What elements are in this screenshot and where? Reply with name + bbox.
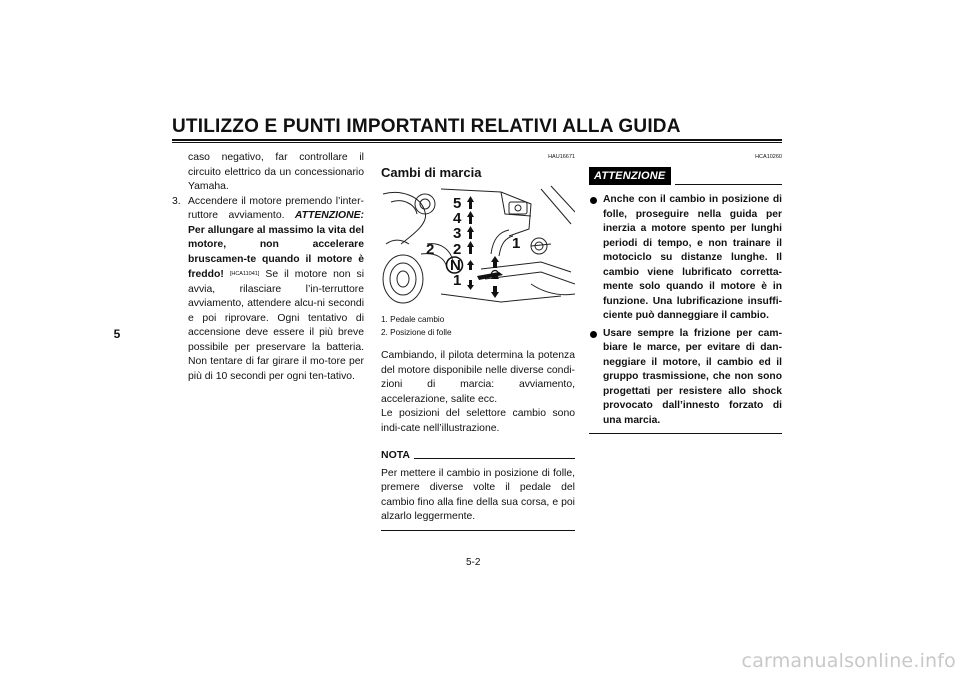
attenzione-label: ATTENZIONE bbox=[589, 167, 671, 186]
watermark[interactable]: carmanualsonline.info bbox=[741, 650, 956, 672]
nota-rule bbox=[414, 458, 575, 459]
title-rule-thin bbox=[172, 142, 782, 143]
attenzione-end-rule bbox=[589, 433, 782, 434]
step-rest-text: Se il motore non si avvia, rilasciare l’in-terruttore avviamento, attendere alcu-ni secondi e poi riprovare. Ogni tentativo di accensione deve essere il più breve possibile per preservare la batteria. Non tentare di far girare il mo-tore per più di 10 secondi per ogni ten-tativo. bbox=[188, 269, 365, 382]
page-number: 5-2 bbox=[466, 557, 481, 568]
step-number: 3. bbox=[172, 195, 181, 207]
bullet-icon bbox=[590, 197, 597, 204]
nota-end-rule bbox=[381, 530, 575, 531]
column-2 bbox=[381, 150, 575, 531]
caption-2: 2. Posizione di folle bbox=[381, 328, 452, 337]
figure-callout-1: 1 bbox=[512, 235, 521, 252]
step-text: Accendere il motore premendo l’inter-ruttore avviamento. bbox=[188, 195, 364, 221]
column-3 bbox=[589, 150, 782, 434]
figure-captions bbox=[381, 313, 575, 339]
figure-label-2: 2 bbox=[453, 241, 462, 258]
paragraph-2: Le posizioni del selettore cambio sono indi-cate nell’illustrazione. bbox=[381, 408, 575, 434]
list-item bbox=[589, 327, 782, 429]
reference-code: HCA10260 bbox=[755, 154, 782, 160]
attenzione-heading bbox=[589, 167, 782, 186]
gear-shift-figure bbox=[381, 184, 575, 309]
column-1 bbox=[172, 151, 364, 384]
attenzione-code: [HCA11041] bbox=[229, 271, 260, 277]
attenzione-inline-text: Per allungare al massimo la vita del motore, non accelerare bruscamen-te quando il motore è freddo! bbox=[188, 224, 364, 280]
list-item-text: Usare sempre la frizione per cam-biare le marce, per evitare di dan-neggiare il motore, il cambio ed il gruppo trasmissione, che non sono progettati per resistere allo shock provocato dall’innesto forzato di una marcia. bbox=[603, 327, 782, 426]
caption-1: 1. Pedale cambio bbox=[381, 315, 445, 324]
title-rule bbox=[172, 139, 782, 141]
attenzione-list bbox=[589, 193, 782, 428]
paragraph-1: Cambiando, il pilota determina la potenza del motore disponibile nelle diverse condi-zioni di marcia: avviamento, accelerazione, salite ecc. bbox=[381, 350, 575, 405]
section-title: Cambi di marcia bbox=[381, 164, 482, 180]
figure-label-4: 4 bbox=[453, 210, 462, 227]
bullet-icon bbox=[590, 331, 597, 338]
nota-text: Per mettere il cambio in posizione di folle, premere diverse volte il pedale del cambio fino alla fine della sua corsa, e poi alzarlo leggermente. bbox=[381, 467, 575, 522]
figure-label-5: 5 bbox=[453, 195, 462, 212]
reference-code: HAU16671 bbox=[548, 154, 575, 160]
figure-label-n: N bbox=[450, 257, 461, 274]
step-3 bbox=[172, 195, 364, 385]
attenzione-inline-label: ATTENZIONE: bbox=[294, 210, 364, 221]
gear-shift-illustration bbox=[381, 184, 575, 309]
list-item-text: Anche con il cambio in posizione di folle, proseguire nella guida per inerzia a motore spento per lunghi periodi di tempo, e non trainare il motociclo su distanze lunghe. Il cambio viene lubrificato corretta-mente solo quando il motore è in funzione. Una lubrificazione insuffi-ciente può danneggiare il cambio. bbox=[603, 194, 782, 321]
attenzione-rule bbox=[675, 184, 782, 185]
figure-label-1: 1 bbox=[453, 272, 462, 289]
figure-callout-2: 2 bbox=[426, 241, 435, 258]
list-item bbox=[589, 193, 782, 324]
continuation-text: caso negativo, far controllare il circuito elettrico da un concessionario Yamaha. bbox=[188, 152, 364, 192]
chapter-tab: 5 bbox=[113, 327, 121, 341]
nota-label: NOTA bbox=[381, 449, 410, 461]
figure-label-3: 3 bbox=[453, 225, 462, 242]
page-title: UTILIZZO E PUNTI IMPORTANTI RELATIVI ALLA GUIDA bbox=[172, 116, 681, 137]
nota-heading bbox=[381, 448, 575, 463]
